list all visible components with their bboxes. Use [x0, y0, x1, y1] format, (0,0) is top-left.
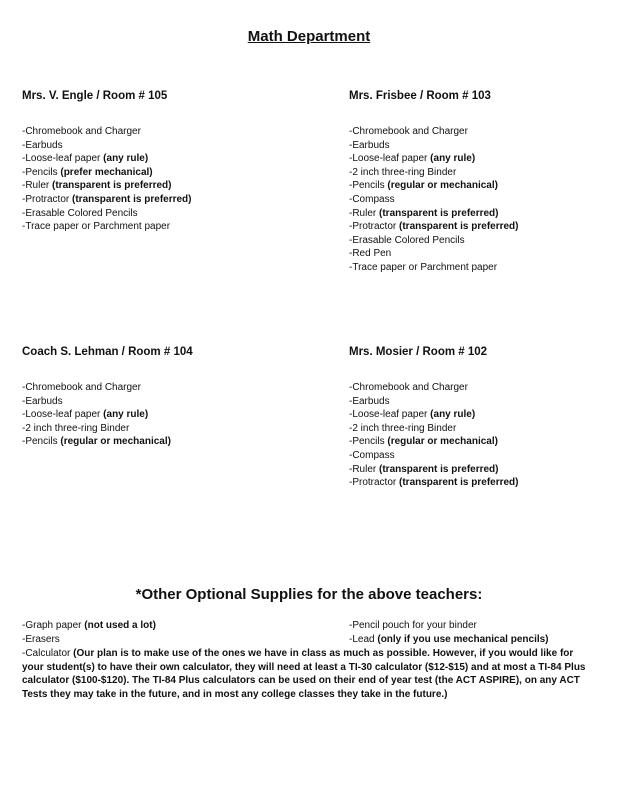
item-text: -Chromebook and Charger [22, 382, 141, 393]
item-text: -Red Pen [349, 248, 392, 260]
item-note: (any rule) [430, 409, 476, 421]
item-text: -Loose-leaf paper [349, 409, 431, 421]
item-note: (transparent is preferred) [72, 193, 192, 205]
item-text: -Pencils [349, 180, 388, 192]
teacher-section-mosier [349, 346, 618, 490]
item-text: -Earbuds [22, 395, 63, 407]
item-note: (prefer mechanical) [60, 166, 153, 178]
list-item [349, 381, 618, 395]
list-item [349, 395, 618, 409]
teacher-section-engle [22, 90, 292, 234]
list-item [22, 166, 292, 180]
list-item [22, 220, 292, 234]
list-item [349, 261, 618, 275]
list-item [22, 395, 292, 409]
list-item [349, 166, 618, 180]
list-item [349, 422, 618, 436]
item-note: (regular or mechanical) [387, 180, 498, 192]
item-text: -Protractor [349, 221, 400, 233]
item-text: -Chromebook and Charger [349, 382, 468, 393]
list-item [349, 435, 618, 449]
list-item [349, 408, 618, 422]
teacher-heading: Mrs. Mosier / Room # 102 [349, 346, 488, 358]
list-item [349, 125, 618, 139]
item-text: -2 inch three-ring Binder [349, 166, 457, 178]
item-note: (any rule) [103, 153, 149, 165]
optional-item-pencil-pouch [349, 619, 477, 633]
list-item [22, 139, 292, 153]
item-text: -Earbuds [349, 139, 390, 151]
optional-supplies-heading: *Other Optional Supplies for the above teachers: [135, 586, 483, 603]
page-title: Math Department [247, 28, 371, 45]
list-item [349, 220, 618, 234]
item-text: -2 inch three-ring Binder [349, 422, 457, 434]
list-item [22, 179, 292, 193]
list-item [22, 422, 292, 436]
teacher-section-lehman [22, 346, 292, 449]
optional-item-calculator [22, 647, 588, 701]
item-note: (Our plan is to make use of the ones we have in class as much as possible. However, if you would like for your student(s) to have their own calculator, they will need at least a TI-30 calculator ($12-$15) and at most a TI-84 Plus calculator ($100-$120). The TI-84 Plus calculators can be used on their end of year test (the ACT ASPIRE), on any ACT Tests they may take in the future, and in most any college classes they take in the future.) [22, 648, 586, 700]
optional-item-erasers [22, 633, 60, 647]
item-text: -Compass [349, 193, 395, 205]
item-note: (transparent is preferred) [52, 180, 172, 192]
list-item [349, 476, 618, 490]
item-text: -Trace paper or Parchment paper [349, 261, 498, 273]
item-note: (transparent is preferred) [399, 477, 519, 489]
list-item [349, 179, 618, 193]
item-text: -Earbuds [22, 139, 63, 151]
list-item [22, 381, 292, 395]
item-text: -Compass [349, 449, 395, 461]
list-item [22, 125, 292, 139]
list-item [349, 449, 618, 463]
supply-list [22, 381, 292, 449]
item-text: -Graph paper [22, 620, 85, 631]
item-note: (any rule) [103, 409, 149, 421]
optional-item-graph-paper [22, 619, 156, 633]
item-text: -Loose-leaf paper [349, 153, 431, 165]
list-item [349, 139, 618, 153]
item-text: -Earbuds [349, 395, 390, 407]
item-text: -Ruler [349, 207, 380, 219]
item-text: -Pencils [349, 436, 388, 448]
item-text: -2 inch three-ring Binder [22, 422, 130, 434]
item-text: -Ruler [22, 180, 53, 192]
item-text: -Calculator [22, 648, 74, 659]
item-note: (only if you use mechanical pencils) [377, 634, 549, 645]
supply-list [349, 125, 618, 275]
item-note: (any rule) [430, 153, 476, 165]
item-note: (not used a lot) [84, 620, 156, 631]
item-text: -Pencils [22, 436, 61, 448]
item-note: (regular or mechanical) [60, 436, 171, 448]
item-text: -Erasable Colored Pencils [22, 207, 138, 219]
item-text: -Pencil pouch for your binder [349, 620, 477, 631]
item-text: -Protractor [349, 477, 400, 489]
item-text: -Erasable Colored Pencils [349, 234, 465, 246]
teacher-heading: Mrs. Frisbee / Room # 103 [349, 90, 491, 102]
supply-list [349, 381, 618, 490]
item-text: -Erasers [22, 634, 60, 645]
list-item [22, 207, 292, 221]
item-note: (transparent is preferred) [379, 463, 499, 475]
item-note: (transparent is preferred) [399, 221, 519, 233]
supply-list [22, 125, 292, 234]
list-item [349, 152, 618, 166]
list-item [349, 193, 618, 207]
item-text: -Protractor [22, 193, 73, 205]
teacher-heading: Mrs. V. Engle / Room # 105 [22, 90, 168, 102]
teacher-section-frisbee [349, 90, 618, 275]
list-item [22, 435, 292, 449]
item-text: -Ruler [349, 463, 380, 475]
list-item [349, 234, 618, 248]
item-text: -Lead [349, 634, 378, 645]
list-item [349, 207, 618, 221]
teacher-heading: Coach S. Lehman / Room # 104 [22, 346, 193, 358]
list-item [22, 408, 292, 422]
list-item [22, 193, 292, 207]
list-item [349, 463, 618, 477]
item-note: (regular or mechanical) [387, 436, 498, 448]
item-text: -Chromebook and Charger [349, 126, 468, 137]
item-text: -Loose-leaf paper [22, 153, 104, 165]
item-text: -Trace paper or Parchment paper [22, 221, 171, 233]
item-text: -Loose-leaf paper [22, 409, 104, 421]
list-item [22, 152, 292, 166]
optional-item-lead [349, 633, 549, 647]
item-text: -Chromebook and Charger [22, 126, 141, 137]
list-item [349, 247, 618, 261]
item-note: (transparent is preferred) [379, 207, 499, 219]
item-text: -Pencils [22, 166, 61, 178]
